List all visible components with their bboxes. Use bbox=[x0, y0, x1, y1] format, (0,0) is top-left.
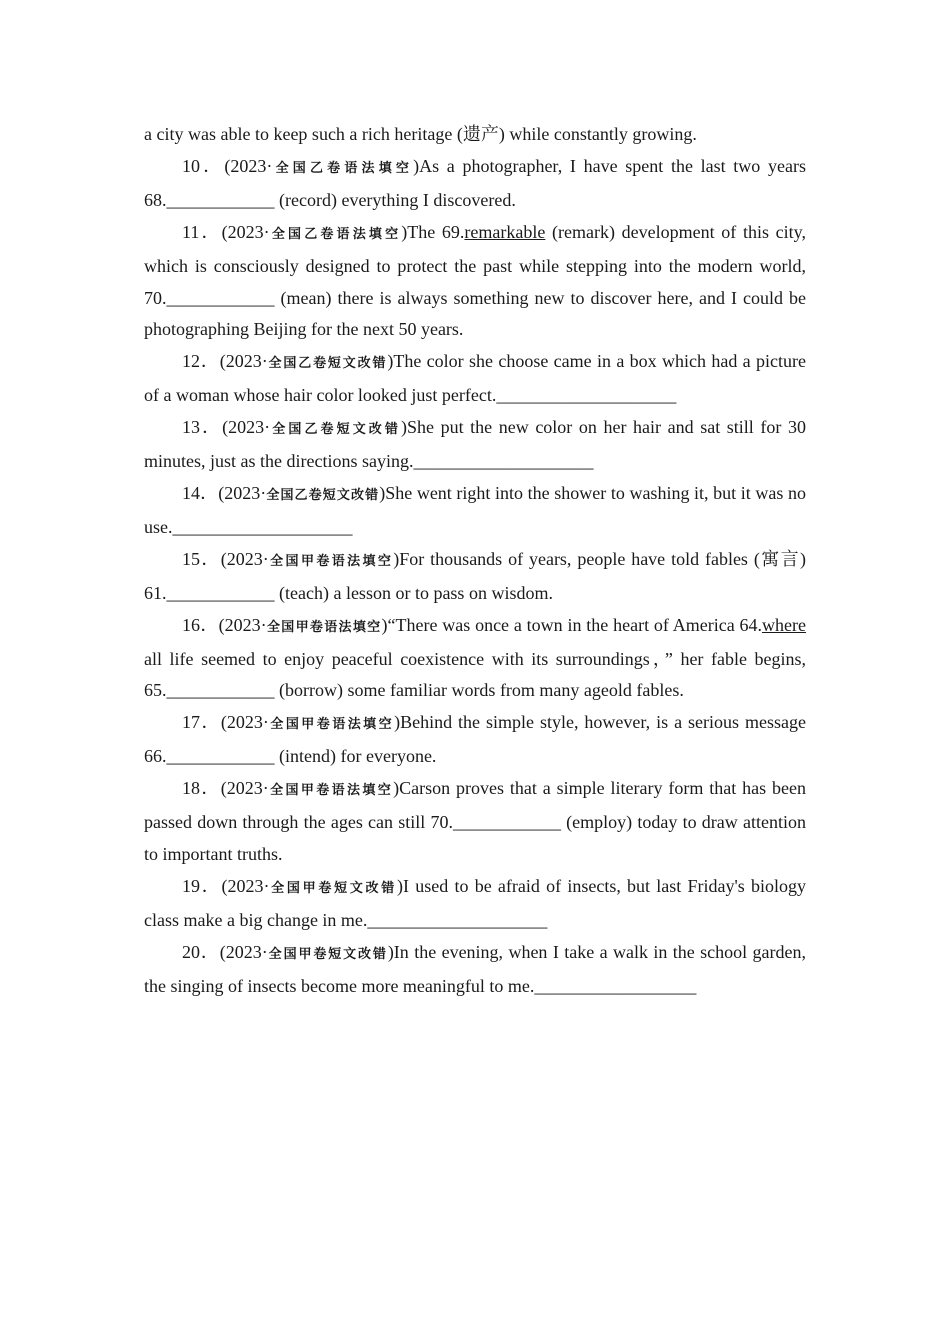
source-label: 全国甲卷语法填空 bbox=[268, 783, 394, 799]
question-text-cont: (remark) development of this city, which is consciously designed to protect the past while stepping into the modern world, 70.____________ (mean) there is always something new to discover here, and I could be photographing Beijing for the next 50 years. bbox=[144, 221, 806, 340]
question-number: 13．(2023· bbox=[182, 417, 271, 438]
question-text: )Carson proves that a simple literary form that has been passed down through the ages can still 70.____________ (employ) today to draw attention to important truths. bbox=[144, 778, 806, 864]
question-number: 10．(2023· bbox=[182, 155, 273, 176]
question-17 bbox=[144, 707, 806, 773]
question-number: 16．(2023· bbox=[182, 614, 267, 635]
question-text: )She put the new color on her hair and sat still for 30 minutes, just as the directions saying.____________________ bbox=[144, 417, 806, 472]
question-13 bbox=[144, 412, 806, 478]
question-18 bbox=[144, 773, 806, 871]
document-page bbox=[144, 119, 806, 1002]
source-label: 全国乙卷语法填空 bbox=[269, 226, 402, 242]
question-text-cont: all life seemed to enjoy peaceful coexistence with its surroundings，” her fable begins, 65.____________ (borrow) some familiar words from many ageold fables. bbox=[144, 648, 806, 701]
source-label: 全国甲卷语法填空 bbox=[268, 553, 394, 569]
question-text: )The 69. bbox=[401, 221, 465, 242]
question-text: )In the evening, when I take a walk in the school garden, the singing of insects become more meaningful to me.__________________ bbox=[144, 941, 806, 996]
question-number: 12．(2023· bbox=[182, 351, 268, 372]
question-number: 20．(2023· bbox=[182, 941, 268, 962]
answer-word: where bbox=[762, 614, 806, 635]
source-label: 全国甲卷短文改错 bbox=[269, 880, 398, 896]
answer-word: remarkable bbox=[464, 221, 546, 242]
question-11 bbox=[144, 217, 806, 347]
question-text: )For thousands of years, people have told fables (寓言) 61.____________ (teach) a lesson or to pass on wisdom. bbox=[144, 548, 806, 603]
question-20 bbox=[144, 937, 806, 1003]
question-19 bbox=[144, 871, 806, 937]
question-number: 19．(2023· bbox=[182, 875, 270, 896]
source-label: 全国甲卷短文改错 bbox=[267, 946, 388, 962]
source-label: 全国乙卷短文改错 bbox=[267, 356, 388, 372]
question-text: )As a photographer, I have spent the last two years 68.____________ (record) everything I discovered. bbox=[144, 155, 806, 210]
question-number: 15．(2023· bbox=[182, 548, 269, 569]
question-10 bbox=[144, 151, 806, 217]
question-number: 18．(2023· bbox=[182, 778, 269, 799]
source-label: 全国乙卷短文改错 bbox=[266, 487, 380, 503]
intro-line: a city was able to keep such a rich heritage (遗产) while constantly growing. bbox=[144, 124, 697, 144]
source-label: 全国甲卷语法填空 bbox=[268, 717, 395, 733]
question-text: )I used to be afraid of insects, but last Friday's biology class make a big change in me.____________________ bbox=[144, 875, 806, 930]
question-text: )She went right into the shower to washing it, but it was no use.____________________ bbox=[144, 482, 806, 537]
source-label: 全国乙卷语法填空 bbox=[272, 160, 414, 176]
question-number: 17．(2023· bbox=[182, 712, 269, 733]
question-number: 14．(2023· bbox=[182, 482, 267, 503]
question-14 bbox=[144, 478, 806, 544]
source-label: 全国乙卷短文改错 bbox=[270, 422, 401, 438]
question-15 bbox=[144, 544, 806, 610]
question-12 bbox=[144, 346, 806, 412]
question-number: 11．(2023· bbox=[182, 221, 270, 242]
question-16 bbox=[144, 610, 806, 708]
question-text: )The color she choose came in a box which had a picture of a woman whose hair color looked just perfect.____________________ bbox=[144, 351, 806, 406]
question-text: )Behind the simple style, however, is a serious message 66.____________ (intend) for everyone. bbox=[144, 712, 806, 767]
source-label: 全国甲卷语法填空 bbox=[266, 619, 382, 635]
question-text: )“There was once a town in the heart of America 64. bbox=[381, 614, 762, 635]
